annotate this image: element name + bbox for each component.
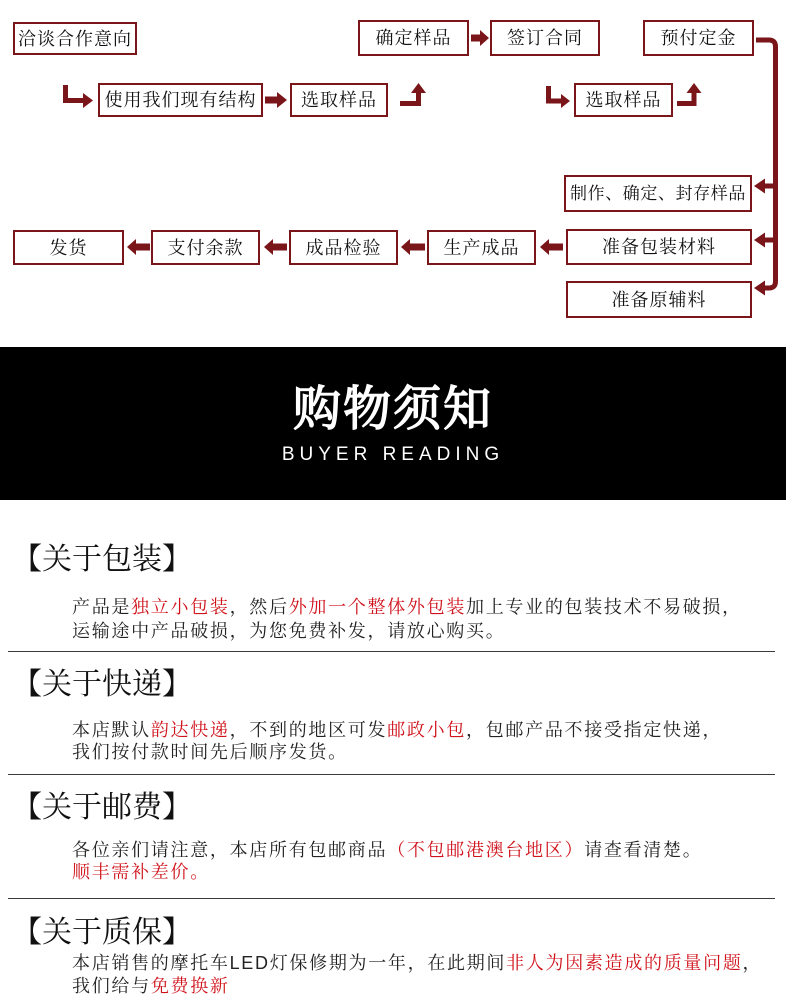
- flow-step-prepare-raw-materials: 准备原辅料: [566, 281, 752, 318]
- arrow-head: [83, 93, 93, 108]
- highlight-segment: 非人为因素造成的质量问题: [506, 953, 743, 973]
- highlight-segment: （不包邮港澳台地区）: [387, 840, 585, 860]
- section-line: [72, 951, 762, 975]
- section-divider: [8, 651, 775, 652]
- section-line: [72, 838, 702, 862]
- arrow-left-icon: [401, 239, 425, 255]
- section-line: [72, 860, 210, 884]
- arrow-shaft: [677, 92, 694, 104]
- arrow-head: [411, 83, 426, 93]
- text-segment: 我们给与: [72, 976, 151, 996]
- text-segment: 产品是: [72, 597, 132, 617]
- section-heading: 【关于快递】: [12, 668, 192, 701]
- arrow-left-icon: [754, 233, 765, 248]
- arrow-shaft: [549, 86, 563, 101]
- arrow-left-icon: [540, 239, 563, 255]
- flow-step-select-sample: 选取样品: [290, 83, 388, 117]
- flow-step-confirm-sample: 确定样品: [358, 20, 469, 56]
- flow-step-prepare-packaging: 准备包装材料: [566, 229, 752, 265]
- highlight-segment: 韵达快递: [150, 720, 230, 740]
- text-segment: 请查看清楚。: [584, 840, 703, 860]
- text-segment: 运输途中产品破损，为您免费补发，请放心购买。: [72, 621, 506, 641]
- text-segment: ，: [742, 953, 763, 973]
- flow-step-sign-contract: 签订合同: [490, 20, 600, 56]
- arrow-shaft: [400, 92, 419, 104]
- arrow-turn-right-icon: [549, 86, 571, 108]
- text-segment: 各位亲们请注意，本店所有包邮商品: [72, 840, 388, 860]
- highlight-segment: 外加一个整体外包装: [288, 597, 467, 617]
- text-segment: 本店默认: [72, 720, 151, 740]
- section-line: [72, 619, 505, 643]
- section-heading: 【关于包装】: [12, 543, 192, 576]
- banner-title: 购物须知: [292, 381, 493, 437]
- flow-step-ship: 发货: [13, 230, 124, 265]
- flow-step-inspect-products: 成品检验: [289, 230, 398, 265]
- flow-step-make-confirm-seal-sample: 制作、确定、封存样品: [564, 175, 752, 212]
- text-segment: ，然后: [229, 597, 289, 617]
- section-line: [72, 740, 348, 764]
- section-divider: [8, 898, 775, 899]
- highlight-segment: 独立小包装: [131, 597, 230, 617]
- section-line: [72, 718, 722, 742]
- section-line: [72, 595, 742, 619]
- arrow-left-icon: [754, 281, 765, 296]
- arrow-head: [687, 83, 702, 93]
- highlight-segment: 邮政小包: [387, 720, 467, 740]
- flow-step-pay-balance: 支付余款: [151, 230, 260, 265]
- banner-subtitle: BUYER READING: [281, 444, 505, 465]
- flow-step-produce: 生产成品: [427, 230, 536, 265]
- connector-line: [756, 40, 776, 288]
- buyer-reading-banner: [0, 347, 786, 500]
- section-divider: [8, 774, 775, 775]
- arrow-turn-up-icon: [677, 83, 702, 104]
- arrow-shaft: [66, 85, 85, 101]
- flow-step-pay-deposit: 预付定金: [643, 20, 754, 56]
- section-heading: 【关于质保】: [12, 916, 192, 949]
- text-segment: 加上专业的包装技术不易破损，: [466, 597, 742, 617]
- text-segment: ，包邮产品不接受指定快递，: [466, 720, 723, 740]
- text-segment: ，不到的地区可发: [229, 720, 388, 740]
- highlight-segment: 顺丰需补差价。: [72, 862, 210, 882]
- section-line: [72, 974, 230, 998]
- flow-step-use-existing-structure: 使用我们现有结构: [98, 83, 263, 117]
- text-segment: 本店销售的摩托车LED灯保修期为一年，在此期间: [72, 953, 507, 973]
- flow-step-select-sample: 选取样品: [574, 83, 673, 117]
- arrow-left-icon: [754, 179, 765, 194]
- arrow-head: [561, 94, 570, 108]
- connector-main: [756, 40, 776, 288]
- arrow-turn-up-icon: [400, 83, 426, 104]
- arrow-right-icon: [471, 30, 489, 46]
- highlight-segment: 免费换新: [150, 976, 230, 996]
- flow-step-negotiate: 洽谈合作意向: [13, 22, 137, 55]
- arrow-right-icon: [265, 92, 287, 108]
- text-segment: 我们按付款时间先后顺序发货。: [72, 742, 348, 762]
- arrow-left-icon: [264, 239, 287, 255]
- arrow-turn-right-icon: [66, 85, 94, 108]
- section-heading: 【关于邮费】: [12, 791, 192, 824]
- arrow-left-icon: [127, 239, 150, 255]
